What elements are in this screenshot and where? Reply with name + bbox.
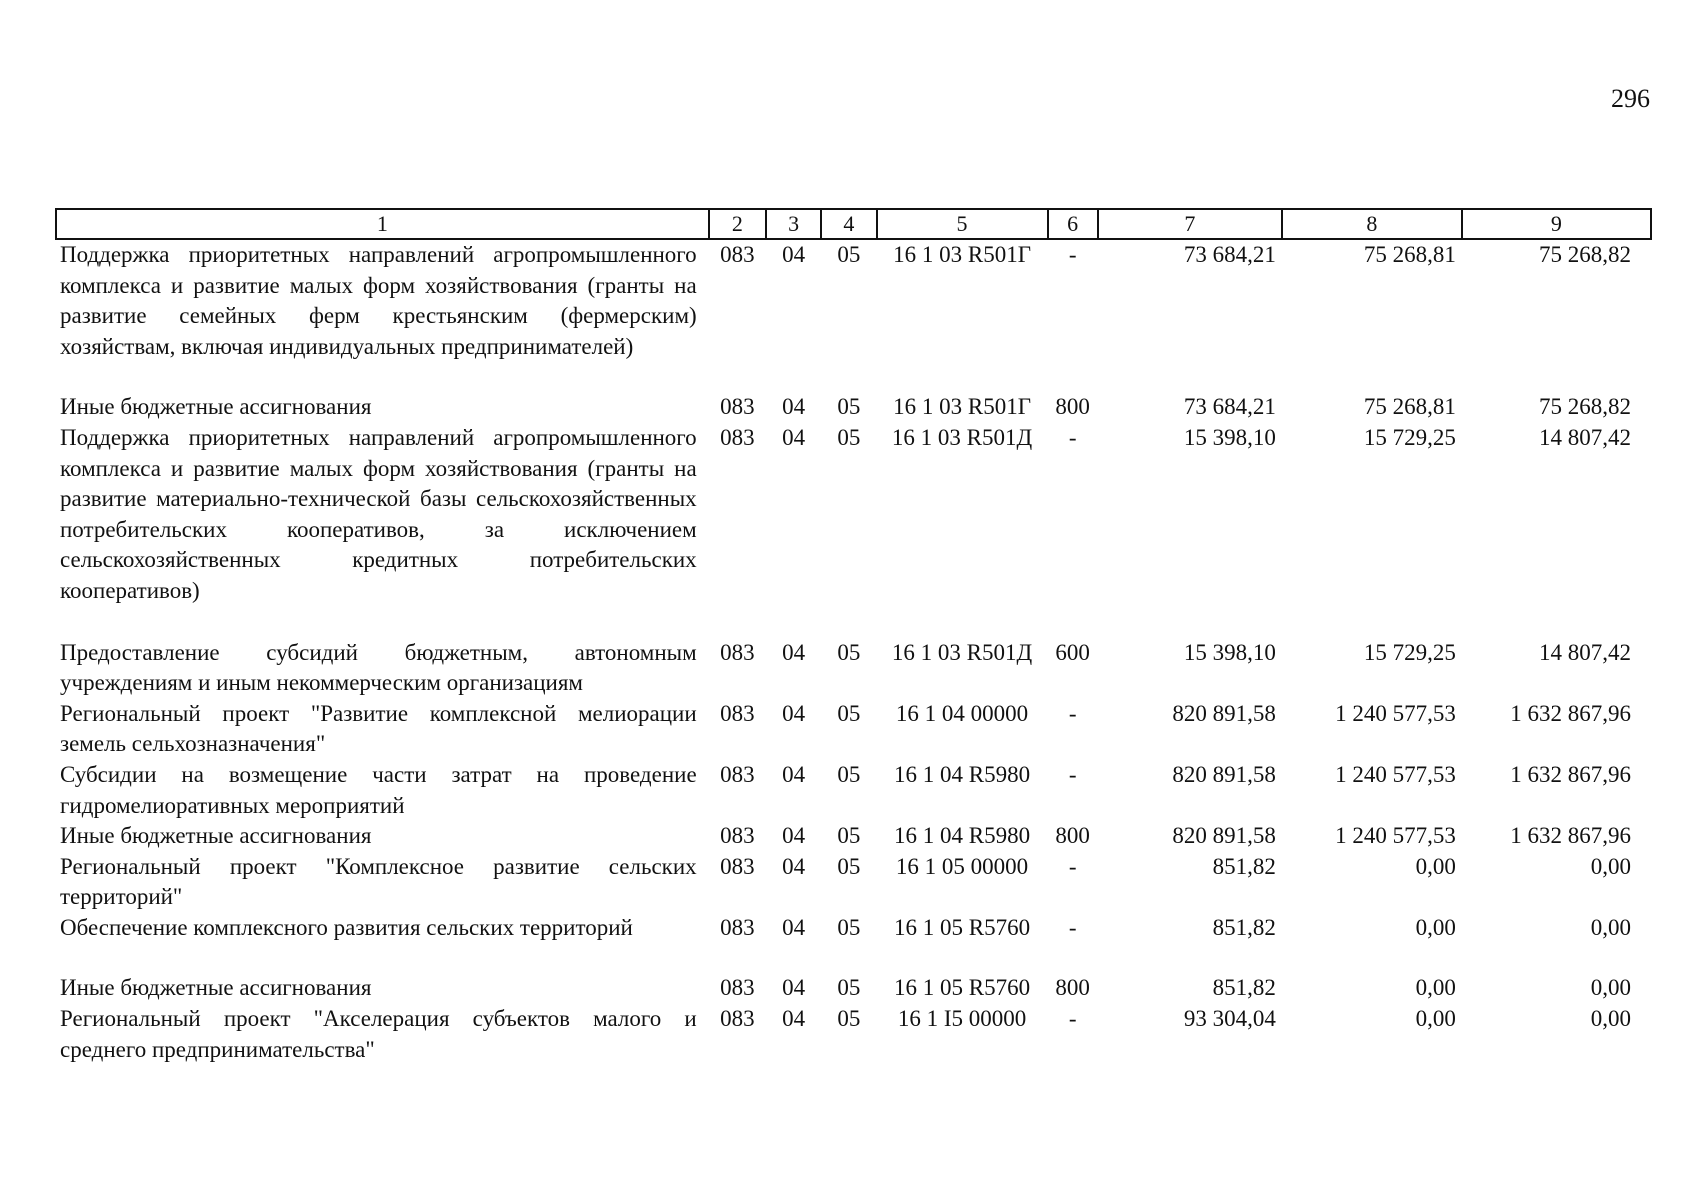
table-row xyxy=(56,1004,1651,1065)
row-col-6: 800 xyxy=(1055,975,1090,1001)
row-col-3: 04 xyxy=(782,1006,806,1032)
row-col-7: 851,82 xyxy=(1212,914,1276,940)
row-col-3: 04 xyxy=(782,242,806,267)
table-row xyxy=(56,423,1651,638)
table-row xyxy=(56,638,1651,699)
row-col-4: 05 xyxy=(837,914,861,940)
row-col-4: 05 xyxy=(837,424,861,450)
row-col-2: 083 xyxy=(720,1006,755,1032)
row-name: Иные бюджетные ассигнования xyxy=(60,394,372,420)
page-number: 296 xyxy=(1611,84,1650,113)
row-name: Региональный проект "Акселерация субъектов малого и среднего предпринимательства" xyxy=(60,1006,697,1062)
row-col-5: 16 1 03 R501Д xyxy=(891,639,1033,665)
row-col-9: 1 632 867,96 xyxy=(1510,823,1631,849)
row-col-9: 0,00 xyxy=(1590,914,1631,940)
row-col-3: 04 xyxy=(782,639,806,665)
row-name: Региональный проект "Развитие комплексной мелиорации земель сельхозназначения" xyxy=(60,700,697,757)
column-header: 4 xyxy=(821,209,876,239)
row-col-8: 15 729,25 xyxy=(1363,639,1456,665)
table-row xyxy=(56,973,1651,1004)
row-col-2: 083 xyxy=(720,914,755,940)
row-col-6: - xyxy=(1068,700,1077,726)
table-row xyxy=(56,239,1651,392)
row-col-7: 820 891,58 xyxy=(1172,823,1276,849)
row-col-7: 820 891,58 xyxy=(1172,761,1276,787)
row-col-6: - xyxy=(1068,853,1077,879)
table-header-row xyxy=(56,209,1651,239)
row-col-9: 0,00 xyxy=(1590,975,1631,1001)
row-col-5: 16 1 03 R501Г xyxy=(893,242,1031,267)
row-name: Субсидии на возмещение части затрат на проведение гидромелиоративных мероприятий xyxy=(60,761,697,818)
row-col-4: 05 xyxy=(837,1006,861,1032)
row-col-8: 1 240 577,53 xyxy=(1335,761,1456,787)
row-col-5: 16 1 03 R501Г xyxy=(893,394,1031,420)
row-col-9: 1 632 867,96 xyxy=(1510,700,1631,726)
row-col-3: 04 xyxy=(782,914,806,940)
row-col-4: 05 xyxy=(837,394,861,420)
column-header: 8 xyxy=(1282,209,1462,239)
row-col-2: 083 xyxy=(720,639,755,665)
row-col-4: 05 xyxy=(837,761,861,787)
row-col-2: 083 xyxy=(720,424,755,450)
row-col-3: 04 xyxy=(782,975,806,1001)
row-name: Иные бюджетные ассигнования xyxy=(60,975,372,1001)
column-header: 7 xyxy=(1098,209,1282,239)
row-col-9: 75 268,82 xyxy=(1539,242,1631,267)
row-col-8: 15 729,25 xyxy=(1363,424,1456,450)
row-name: Поддержка приоритетных направлений агропромышленного комплекса и развитие малых форм хозяйствования (гранты на развитие семейных ферм крестьянским (фермерским) хозяйствам, включая индивидуальных предпринимателей) xyxy=(60,242,697,359)
row-col-6: 600 xyxy=(1055,639,1090,665)
row-col-8: 75 268,81 xyxy=(1363,242,1456,267)
row-col-6: 800 xyxy=(1055,823,1090,849)
budget-table xyxy=(55,208,1652,1065)
row-col-4: 05 xyxy=(837,975,861,1001)
row-name: Иные бюджетные ассигнования xyxy=(60,823,372,849)
row-col-8: 1 240 577,53 xyxy=(1335,700,1456,726)
table-row xyxy=(56,852,1651,913)
row-col-7: 15 398,10 xyxy=(1183,639,1276,665)
row-col-8: 0,00 xyxy=(1415,975,1456,1001)
table-row xyxy=(56,699,1651,760)
row-col-4: 05 xyxy=(837,639,861,665)
table-row xyxy=(56,760,1651,821)
column-header: 1 xyxy=(56,209,709,239)
row-name: Обеспечение комплексного развития сельских территорий xyxy=(60,914,633,940)
row-col-6: - xyxy=(1068,1006,1077,1032)
row-col-3: 04 xyxy=(782,761,806,787)
row-col-9: 1 632 867,96 xyxy=(1510,761,1631,787)
row-col-4: 05 xyxy=(837,242,861,267)
row-col-9: 14 807,42 xyxy=(1539,424,1631,450)
row-col-8: 0,00 xyxy=(1415,853,1456,879)
row-col-5: 16 1 04 00000 xyxy=(895,700,1029,726)
row-col-6: - xyxy=(1068,424,1077,450)
row-col-7: 73 684,21 xyxy=(1183,394,1276,420)
row-col-6: - xyxy=(1068,914,1077,940)
row-col-2: 083 xyxy=(720,853,755,879)
row-col-3: 04 xyxy=(782,700,806,726)
row-col-6: - xyxy=(1068,761,1077,787)
row-col-9: 0,00 xyxy=(1590,1006,1631,1032)
row-col-7: 820 891,58 xyxy=(1172,700,1276,726)
row-name: Предоставление субсидий бюджетным, автономным учреждениям и иным некоммерческим организациям xyxy=(60,639,697,696)
row-col-7: 93 304,04 xyxy=(1183,1006,1276,1032)
row-col-2: 083 xyxy=(720,823,755,849)
row-col-9: 0,00 xyxy=(1590,853,1631,879)
row-col-5: 16 1 05 R5760 xyxy=(894,914,1031,940)
row-col-7: 15 398,10 xyxy=(1183,424,1276,450)
row-col-8: 0,00 xyxy=(1415,1006,1456,1032)
row-col-7: 73 684,21 xyxy=(1183,242,1276,267)
row-col-3: 04 xyxy=(782,853,806,879)
row-col-2: 083 xyxy=(720,761,755,787)
column-header: 5 xyxy=(877,209,1048,239)
row-col-5: 16 1 I5 00000 xyxy=(897,1006,1027,1032)
row-name: Поддержка приоритетных направлений агропромышленного комплекса и развитие малых форм хозяйствования (гранты на развитие материально-технической базы сельскохозяйственных потребительских кооперативов, за исключением сельскохозяйственных кредитных потребительских кооперативов) xyxy=(60,424,697,603)
row-col-4: 05 xyxy=(837,823,861,849)
row-col-2: 083 xyxy=(720,700,755,726)
row-col-5: 16 1 05 R5760 xyxy=(894,975,1031,1001)
row-col-9: 75 268,82 xyxy=(1539,394,1631,420)
row-col-3: 04 xyxy=(782,394,806,420)
column-header: 9 xyxy=(1462,209,1651,239)
row-name: Региональный проект "Комплексное развитие сельских территорий" xyxy=(60,853,697,910)
row-col-4: 05 xyxy=(837,700,861,726)
column-header: 3 xyxy=(766,209,821,239)
row-col-5: 16 1 03 R501Д xyxy=(891,424,1033,450)
table-row xyxy=(56,821,1651,852)
row-col-5: 16 1 04 R5980 xyxy=(894,823,1031,849)
row-col-9: 14 807,42 xyxy=(1539,639,1631,665)
row-col-5: 16 1 04 R5980 xyxy=(894,761,1031,787)
row-col-6: - xyxy=(1068,242,1077,267)
column-header: 6 xyxy=(1048,209,1098,239)
row-col-3: 04 xyxy=(782,823,806,849)
column-header: 2 xyxy=(709,209,766,239)
row-col-6: 800 xyxy=(1055,394,1090,420)
table-row xyxy=(56,913,1651,974)
row-col-3: 04 xyxy=(782,424,806,450)
row-col-7: 851,82 xyxy=(1212,853,1276,879)
row-col-2: 083 xyxy=(720,975,755,1001)
row-col-2: 083 xyxy=(720,242,755,267)
row-col-2: 083 xyxy=(720,394,755,420)
row-col-5: 16 1 05 00000 xyxy=(895,853,1029,879)
table-row xyxy=(56,392,1651,423)
row-col-8: 1 240 577,53 xyxy=(1335,823,1456,849)
row-col-8: 75 268,81 xyxy=(1363,394,1456,420)
row-col-8: 0,00 xyxy=(1415,914,1456,940)
row-col-4: 05 xyxy=(837,853,861,879)
row-col-7: 851,82 xyxy=(1212,975,1276,1001)
